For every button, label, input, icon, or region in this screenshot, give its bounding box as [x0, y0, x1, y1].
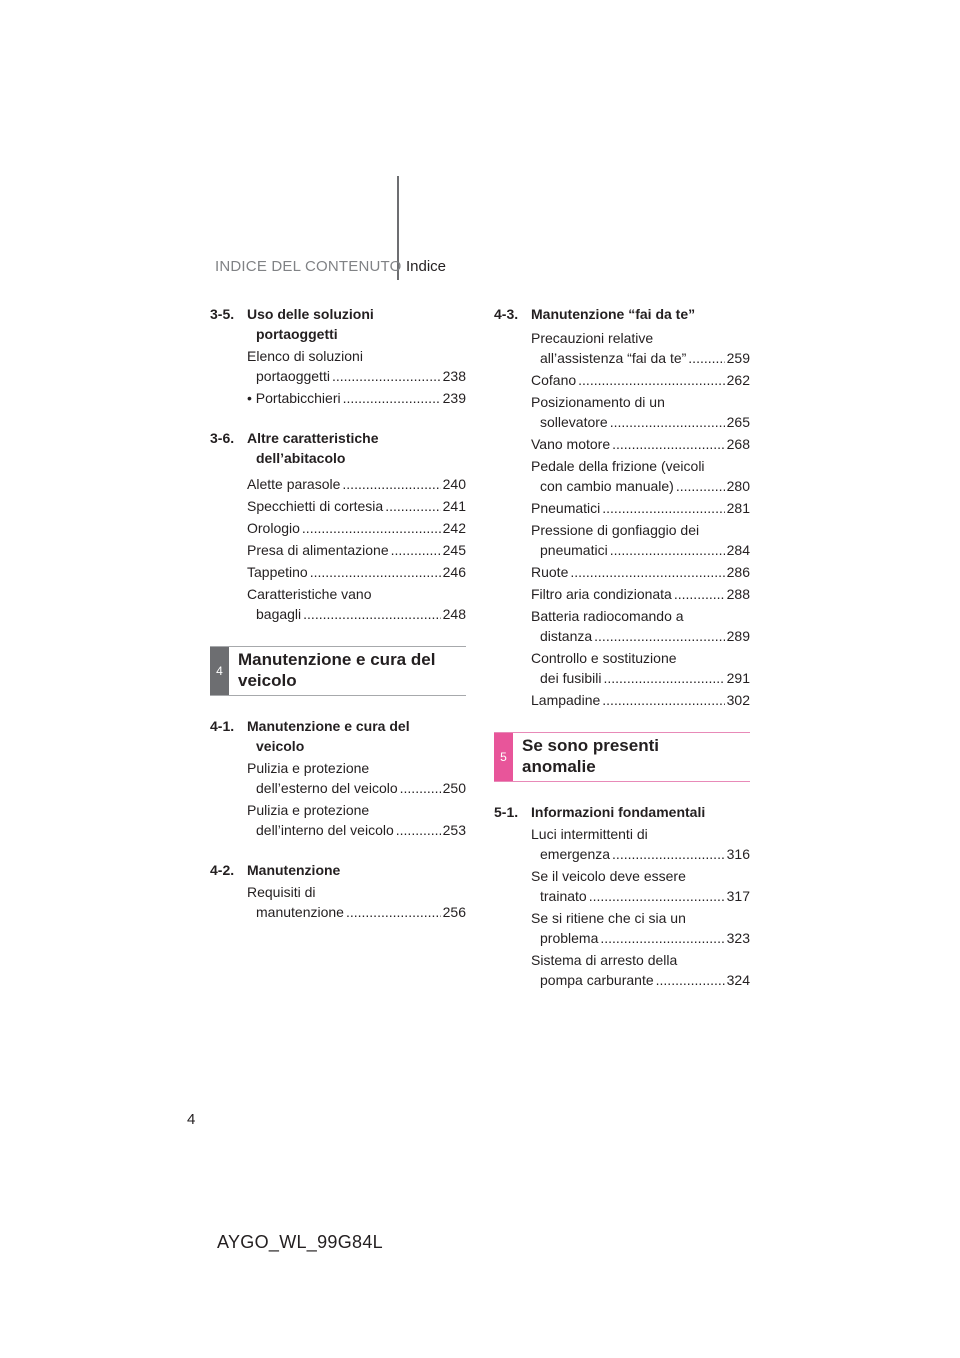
page-ref: 268 — [726, 436, 750, 452]
toc-entry[interactable]: Se il veicolo deve essere trainato ..... 317 — [494, 866, 750, 906]
toc-entry[interactable]: Sistema di arresto della pompa carburante ..... 324 — [494, 950, 750, 990]
page-ref: 256 — [442, 904, 466, 920]
page-ref: 259 — [726, 350, 750, 366]
toc-entry[interactable]: Posizionamento di un sollevatore ..... 265 — [494, 392, 750, 432]
toc-entry[interactable]: Pulizia e protezione dell’esterno del veicolo ..... 250 — [210, 758, 466, 798]
toc-column-left — [210, 304, 466, 922]
page-ref: 239 — [442, 390, 466, 406]
page-ref: 280 — [726, 478, 750, 494]
page-ref: 323 — [726, 930, 750, 946]
toc-entry[interactable]: Lampadine ..... 302 — [494, 690, 750, 710]
toc-entry[interactable]: Pedale della frizione (veicoli con cambio manuale) ..... 280 — [494, 456, 750, 496]
toc-entry[interactable]: Luci intermittenti di emergenza ..... 316 — [494, 824, 750, 864]
toc-entry[interactable]: Precauzioni relative all’assistenza “fai da te” ..... 259 — [494, 328, 750, 368]
page-ref: 248 — [442, 606, 466, 622]
page-ref: 316 — [726, 846, 750, 862]
toc-entry[interactable]: • Portabicchieri ..... 239 — [210, 388, 466, 408]
page-ref: 245 — [442, 542, 466, 558]
toc-entry[interactable]: Pneumatici ..... 281 — [494, 498, 750, 518]
page-ref: 281 — [726, 500, 750, 516]
page-number: 4 — [187, 1111, 196, 1128]
page-ref: 324 — [726, 972, 750, 988]
page-ref: 246 — [442, 564, 466, 580]
toc-entry[interactable]: Orologio ..... 242 — [210, 518, 466, 538]
page-ref: 284 — [726, 542, 750, 558]
header-subsection: Indice — [406, 258, 447, 275]
chapter-5-banner — [494, 732, 750, 782]
section-heading-3-6: 3-6. Altre caratteristiche dell’abitacolo — [210, 430, 379, 466]
toc-entry[interactable]: Caratteristiche vano bagagli ..... 248 — [210, 584, 466, 624]
page-ref: 265 — [726, 414, 750, 430]
toc-entry[interactable]: Tappetino ..... 246 — [210, 562, 466, 582]
page-ref: 262 — [726, 372, 750, 388]
toc-column-right — [494, 304, 750, 990]
toc-entry[interactable]: Specchietti di cortesia ..... 241 — [210, 496, 466, 516]
chapter-tab: 4 — [210, 647, 229, 695]
toc-entry[interactable]: Elenco di soluzioni portaoggetti ..... 238 — [210, 346, 466, 386]
toc-entry[interactable]: Ruote ..... 286 — [494, 562, 750, 582]
chapter-title: Se sono presenti anomalie — [522, 736, 659, 776]
toc-entry[interactable]: Presa di alimentazione ..... 245 — [210, 540, 466, 560]
toc-entry[interactable]: Alette parasole ..... 240 — [210, 474, 466, 494]
section-heading-3-5: 3-5. Uso delle soluzioni portaoggetti — [210, 306, 374, 342]
page-ref: 289 — [726, 628, 750, 644]
page-ref: 317 — [726, 888, 750, 904]
page-ref: 288 — [726, 586, 750, 602]
page-ref: 286 — [726, 564, 750, 580]
section-heading-4-2: 4-2. Manutenzione — [210, 862, 341, 878]
page-ref: 241 — [442, 498, 466, 514]
toc-entry[interactable]: Filtro aria condizionata ..... 288 — [494, 584, 750, 604]
chapter-4-banner — [210, 646, 466, 696]
chapter-title: Manutenzione e cura del veicolo — [238, 650, 436, 690]
toc-entry[interactable]: Pressione di gonfiaggio dei pneumatici ..... 284 — [494, 520, 750, 560]
page-ref: 238 — [442, 368, 466, 384]
document-code: AYGO_WL_99G84L — [217, 1232, 383, 1252]
toc-entry[interactable]: Pulizia e protezione dell’interno del veicolo ..... 253 — [210, 800, 466, 840]
section-heading-4-1: 4-1. Manutenzione e cura del veicolo — [210, 718, 410, 754]
page-ref: 291 — [726, 670, 750, 686]
header-section: INDICE DEL CONTENUTO — [215, 258, 402, 275]
toc-entry[interactable]: Se si ritiene che ci sia un problema ..... 323 — [494, 908, 750, 948]
page-ref: 250 — [442, 780, 466, 796]
page-ref: 302 — [726, 692, 750, 708]
section-heading-4-3: 4-3. Manutenzione “fai da te” — [494, 306, 696, 322]
toc-entry[interactable]: Vano motore ..... 268 — [494, 434, 750, 454]
toc-entry[interactable]: Requisiti di manutenzione ..... 256 — [210, 882, 466, 922]
toc-entry[interactable]: Cofano ..... 262 — [494, 370, 750, 390]
page-ref: 240 — [442, 476, 466, 492]
section-heading-5-1: 5-1. Informazioni fondamentali — [494, 804, 706, 820]
toc-entry[interactable]: Controllo e sostituzione dei fusibili ..... 291 — [494, 648, 750, 688]
page-ref: 253 — [442, 822, 466, 838]
toc-entry[interactable]: Batteria radiocomando a distanza ..... 289 — [494, 606, 750, 646]
page-ref: 242 — [442, 520, 466, 536]
chapter-tab: 5 — [494, 733, 513, 781]
